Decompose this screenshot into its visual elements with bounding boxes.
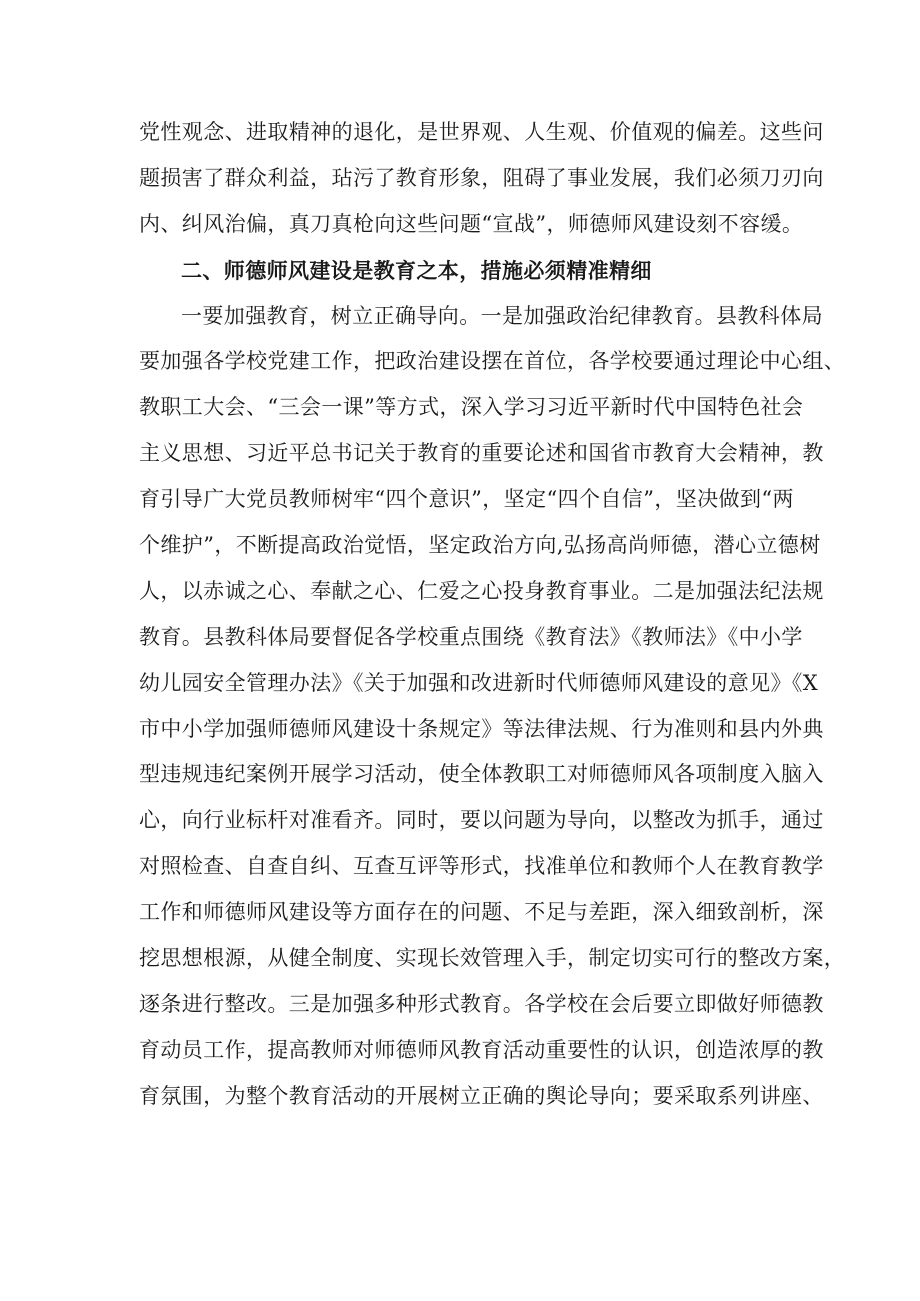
text-line: 心，向行业标杆对准看齐。同时，要以问题为导向，以整改为抓手，通过 <box>139 808 824 833</box>
section-heading: 二、师德师风建设是教育之本，措施必须精准精细 <box>181 257 652 283</box>
paragraph-2 <box>139 294 846 1120</box>
text-line: 幼儿园安全管理办法》《关于加强和改进新时代师德师风建设的意见》《X <box>139 670 819 695</box>
text-line: 教育。县教科体局要督促各学校重点围绕《教育法》《教师法》《中小学 <box>139 624 803 649</box>
paragraph-1 <box>139 110 824 248</box>
text-line: 对照检查、自查自纠、互查互评等形式，找准单位和教师个人在教育教学 <box>139 854 824 879</box>
text-line: 人，以赤诚之心、奉献之心、仁爱之心投身教育事业。二是加强法纪法规 <box>139 578 824 603</box>
text-line: 内、纠风治偏，真刀真枪向这些问题“宣战”，师德师风建设刻不容缓。 <box>139 211 804 236</box>
text-line: 要加强各学校党建工作，把政治建设摆在首位，各学校要通过理论中心组、 <box>139 349 846 374</box>
text-line: 工作和师德师风建设等方面存在的问题、不足与差距，深入细致剖析，深 <box>139 900 824 925</box>
text-line: 育引导广大党员教师树牢“四个意识”，坚定“四个自信”，坚决做到“两 <box>139 487 794 512</box>
document-body <box>139 110 846 1120</box>
text-line: 市中小学加强师德师风建设十条规定》等法律法规、行为准则和县内外典 <box>139 716 824 741</box>
text-line: 一要加强教育，树立正确导向。一是加强政治纪律教育。县教科体局 <box>181 303 823 328</box>
text-line: 育氛围，为整个教育活动的开展树立正确的舆论导向；要采取系列讲座、 <box>139 1083 824 1108</box>
text-line: 个维护”，不断提高政治觉悟，坚定政治方向,弘扬高尚师德，潜心立德树 <box>139 533 821 558</box>
text-line: 教职工大会、“三会一课”等方式，深入学习习近平新时代中国特色社会 <box>139 395 804 420</box>
text-line: 逐条进行整改。三是加强多种形式教育。各学校在会后要立即做好师德教 <box>139 991 824 1016</box>
text-line: 主义思想、习近平总书记关于教育的重要论述和国省市教育大会精神，教 <box>139 441 824 466</box>
text-line: 育动员工作，提高教师对师德师风教育活动重要性的认识，创造浓厚的教 <box>139 1037 824 1062</box>
text-line: 挖思想根源，从健全制度、实现长效管理入手，制定切实可行的整改方案， <box>139 946 846 971</box>
text-line: 型违规违纪案例开展学习活动，使全体教职工对师德师风各项制度入脑入 <box>139 762 824 787</box>
text-line: 题损害了群众利益，玷污了教育形象，阻碍了事业发展，我们必须刀刃向 <box>139 165 824 190</box>
text-line: 党性观念、进取精神的退化，是世界观、人生观、价值观的偏差。这些问 <box>139 120 824 144</box>
